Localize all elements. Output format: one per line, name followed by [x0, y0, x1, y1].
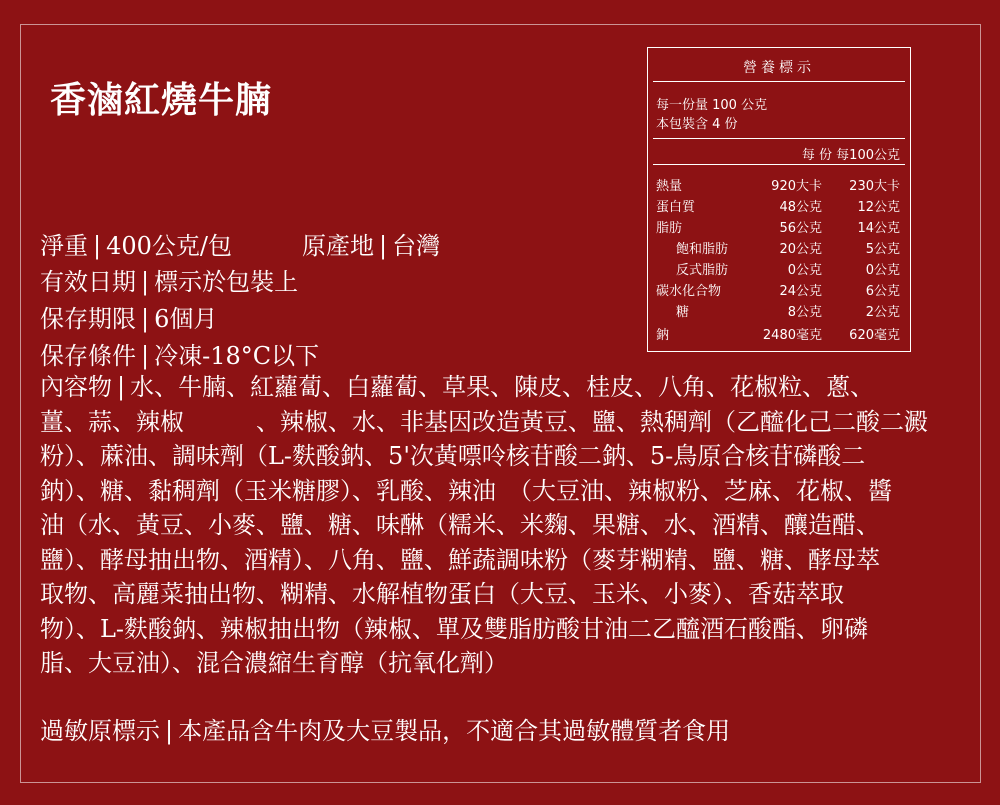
- servings-per-pack: 本包裝含 4 份: [656, 117, 738, 132]
- ingredients-line: 薑、蒜、辣椒 、辣椒、水、非基因改造黃豆、鹽、熱稠劑（乙醯化己二酸二澱: [40, 407, 928, 436]
- origin-label: 原產地: [302, 232, 374, 260]
- info-row-expiry: [40, 262, 298, 297]
- ingredients-line: 內容物 | 水、牛腩、紅蘿蔔、白蘿蔔、草果、陳皮、桂皮、八角、花椒粒、蔥、: [40, 373, 875, 401]
- info-row-weight-origin: [40, 226, 440, 261]
- allergen-text: 本產品含牛肉及大豆製品，不適合其過敏體質者食用: [178, 717, 731, 745]
- shelf-life-label: 保存期限: [40, 305, 136, 333]
- nutrition-row-carbohydrate: 碳水化合物 24公克 6公克: [656, 284, 900, 299]
- nutrition-row-sugar: 糖 8公克 2公克: [676, 305, 900, 320]
- nutrition-row-energy: 熱量 920大卡 230大卡: [656, 179, 900, 194]
- nutrition-row-protein: 蛋白質 48公克 12公克: [656, 200, 900, 215]
- nutrition-row-saturated-fat: 飽和脂肪 20公克 5公克: [676, 242, 900, 257]
- net-weight-value: 400公克/包: [106, 232, 232, 260]
- info-row-storage: [40, 336, 319, 371]
- ingredients-line: 粉）、蔴油、調味劑（L-麩酸鈉、5'次黃嘌呤核苷酸二鈉、5-鳥原合核苷磷酸二: [40, 442, 866, 470]
- storage-label: 保存條件: [40, 342, 136, 370]
- ingredients-line: 取物、高麗菜抽出物、糊精、水解植物蛋白（大豆、玉米、小麥）、香菇萃取: [40, 580, 844, 608]
- shelf-life-value: 6個月: [154, 305, 218, 333]
- ingredients-line: 物）、L-麩酸鈉、辣椒抽出物（辣椒、單及雙脂肪酸甘油二乙醯酒石酸酯、卵磷: [40, 614, 869, 643]
- separator: |: [141, 305, 150, 333]
- ingredients-line: 鹽）、酵母抽出物、酒精）、八角、鹽、鮮蔬調味粉（麥芽糊精、鹽、糖、酵母萃: [40, 545, 880, 574]
- nutrition-row-fat: 脂肪 56公克 14公克: [656, 221, 900, 236]
- expiry-label: 有效日期: [40, 268, 136, 296]
- info-row-shelf-life: [40, 299, 217, 334]
- separator: |: [141, 342, 150, 370]
- storage-value: 冷凍-18°C以下: [154, 342, 320, 370]
- product-title: 香滷紅燒牛腩: [50, 79, 273, 121]
- nutrition-column-header: 每 份 每100公克: [801, 148, 900, 163]
- ingredients-line: 鈉）、糖、黏稠劑（玉米糖膠）、乳酸、辣油 （大豆油、辣椒粉、芝麻、花椒、醬: [40, 476, 892, 505]
- expiry-value: 標示於包裝上: [154, 268, 299, 296]
- nutrition-row-sodium: 鈉 2480毫克 620毫克: [656, 328, 900, 343]
- ingredients-block: [40, 370, 970, 681]
- separator: |: [117, 373, 126, 401]
- separator: |: [141, 268, 150, 296]
- serving-size: 每一份量 100 公克: [656, 98, 768, 113]
- origin-value: 台灣: [392, 232, 441, 260]
- separator: |: [379, 232, 388, 260]
- divider: [653, 138, 905, 139]
- nutrition-heading: 營養標示: [743, 60, 815, 76]
- ingredients-line: 油（水、黃豆、小麥、鹽、糖、味醂（糯米、米麴、果糖、水、酒精、釀造醋、: [40, 511, 880, 539]
- net-weight-label: 淨重: [40, 232, 88, 260]
- ingredients-line: 脂、大豆油）、混合濃縮生育醇（抗氧化劑）: [40, 649, 508, 677]
- allergen-row: [40, 711, 730, 746]
- allergen-label: 過敏原標示: [40, 717, 160, 745]
- nutrition-row-trans-fat: 反式脂肪 0公克 0公克: [676, 263, 900, 278]
- separator: |: [93, 232, 102, 260]
- separator: |: [165, 717, 174, 745]
- ingredients-label: 內容物: [40, 373, 112, 401]
- divider: [653, 164, 905, 165]
- divider: [653, 81, 905, 82]
- nutrition-facts-panel: [647, 47, 911, 352]
